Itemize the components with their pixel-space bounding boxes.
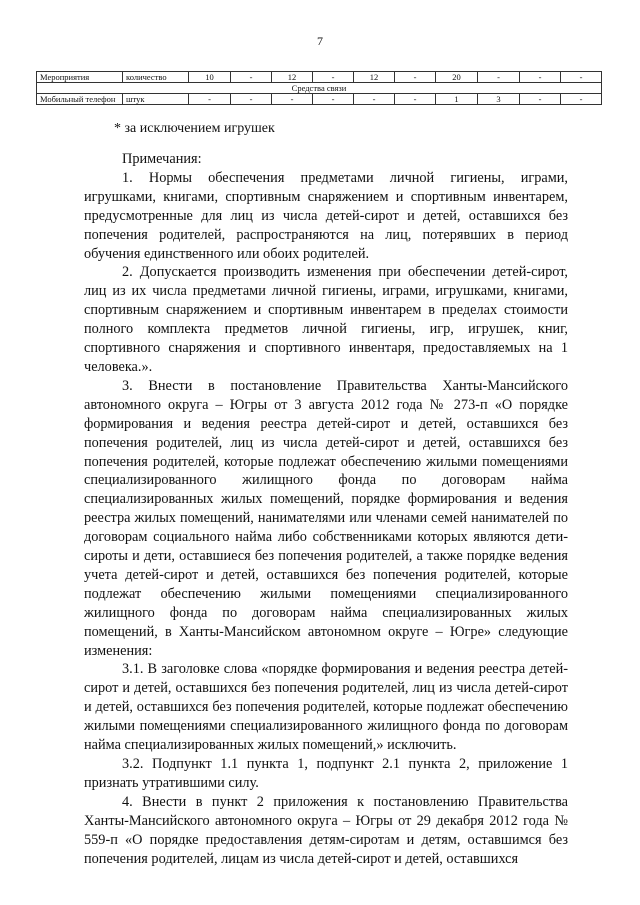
cell: - bbox=[478, 72, 520, 83]
paragraph: 4. Внести в пункт 2 приложения к постановлению Правительства Ханты-Мансийского автономного округа – Югры от 29 декабря 2012 года № 559-п «О порядке предоставления детям-сиротам и детям, оставшимся без попечения родителей, лицам из числа детей-сирот и детей, оставшихся bbox=[84, 793, 568, 867]
cell: - bbox=[561, 94, 602, 105]
row-unit: штук bbox=[123, 94, 189, 105]
cell: 1 bbox=[436, 94, 478, 105]
cell: - bbox=[520, 94, 561, 105]
table-row bbox=[37, 94, 602, 105]
paragraph: 3. Внести в постановление Правительства Ханты-Мансийского автономного округа – Югры от 3 августа 2012 года № 273-п «О порядке формирования и ведения реестра детей-сирот и детей, оставшихся без попечения родителей, лиц из числа детей-сирот и детей, оставшихся без попечения родителей, которые подлежат обеспечению жилыми помещениями специализированного жилищного фонда по договорам найма специализированных жилых помещений, порядке формирования и ведения реестра жилых помещений, нанимателями или членами семей нанимателей по договорам социального найма либо собственниками которых являются дети-сироты и дети, оставшиеся без попечения родителей, а также порядке ведения учета детей-сирот и детей, оставшихся без попечения родителей, которые подлежат обеспечению жилыми помещениями специализированного жилищного фонда по договорам найма специализированных жилых помещений, в Ханты-Мансийском автономном округе – Югре» следующие изменения: bbox=[84, 377, 568, 659]
cell: - bbox=[272, 94, 313, 105]
cell: - bbox=[561, 72, 602, 83]
table-row bbox=[37, 72, 602, 83]
cell: - bbox=[231, 72, 272, 83]
cell: - bbox=[395, 94, 436, 105]
norms-table bbox=[36, 71, 602, 105]
cell: - bbox=[395, 72, 436, 83]
paragraph: 3.2. Подпункт 1.1 пункта 1, подпункт 2.1 пункта 2, приложение 1 признать утратившими силу. bbox=[84, 756, 568, 791]
paragraph: 1. Нормы обеспечения предметами личной гигиены, играми, игрушками, книгами, спортивным снаряжением и спортивным инвентарем, предусмотренные для лиц из числа детей-сирот и детей, оставшихся без попечения родителей, распространяются на лиц, потерявших в период обучения единственного или обоих родителей. bbox=[84, 169, 568, 262]
document-body bbox=[84, 150, 568, 868]
section-header: Средства связи bbox=[37, 83, 602, 94]
row-name: Мобильный телефон bbox=[37, 94, 123, 105]
paragraph: 3.1. В заголовке слова «порядке формирования и ведения реестра детей-сирот и детей, оставшихся без попечения родителей, лиц из числа детей-сирот и детей, оставшихся без попечения родителей, которые подлежат обеспечению жилыми помещениями специализированного жилищного фонда по договорам найма специализированных жилых помещений,» исключить. bbox=[84, 661, 568, 754]
cell: - bbox=[313, 94, 354, 105]
row-unit: количество bbox=[123, 72, 189, 83]
cell: 3 bbox=[478, 94, 520, 105]
notes-heading: Примечания: bbox=[122, 151, 202, 167]
cell: - bbox=[313, 72, 354, 83]
paragraph: 2. Допускается производить изменения при обеспечении детей-сирот, лиц из их числа предметами личной гигиены, играми, игрушками, книгами, спортивным снаряжением и спортивным инвентарем в пределах стоимости полного комплекта предметов личной гигиены, игр, игрушек, книг, спортивного снаряжения и спортивного инвентаря, предоставляемых на 1 человека.». bbox=[84, 264, 568, 375]
row-name: Мероприятия bbox=[37, 72, 123, 83]
page-number: 7 bbox=[317, 34, 323, 48]
cell: - bbox=[189, 94, 231, 105]
cell: 10 bbox=[189, 72, 231, 83]
cell: - bbox=[231, 94, 272, 105]
cell: - bbox=[520, 72, 561, 83]
table-section-row bbox=[37, 83, 602, 94]
footnote: * за исключением игрушек bbox=[114, 121, 275, 136]
cell: 20 bbox=[436, 72, 478, 83]
cell: 12 bbox=[354, 72, 395, 83]
cell: 12 bbox=[272, 72, 313, 83]
cell: - bbox=[354, 94, 395, 105]
